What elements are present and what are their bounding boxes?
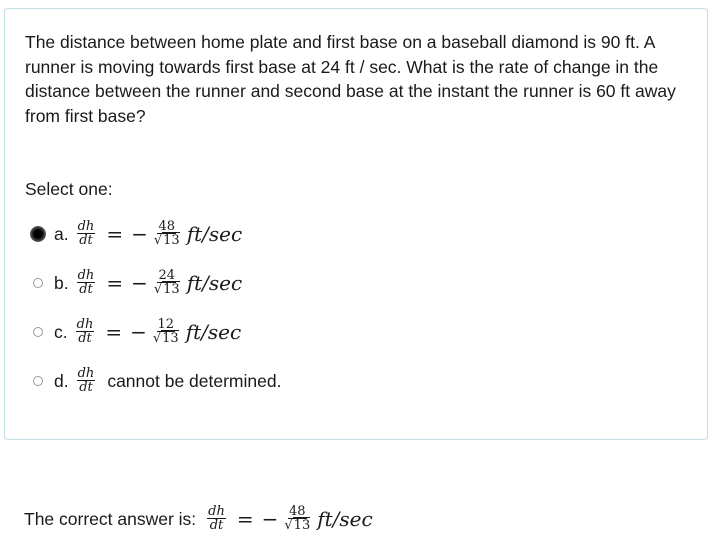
derivative-denominator: dt [209,518,224,533]
derivative-numerator: dh [77,268,95,283]
coefficient-numerator: 48 [289,504,306,519]
correct-answer [24,497,373,541]
derivative-fraction [77,269,96,297]
coefficient-fraction [153,269,181,297]
unit-text: ft/sec [317,507,373,531]
derivative-denominator: dt [79,233,93,248]
radio-d[interactable] [33,376,43,386]
derivative-fraction [77,220,96,248]
derivative-numerator: dh [76,317,94,332]
option-d-formula [74,367,282,395]
option-c-formula [73,318,242,346]
radio-b[interactable] [33,278,43,288]
option-letter: d. [54,370,69,391]
unit-text: ft/sec [186,222,243,246]
radicand: 13 [163,282,180,297]
correct-answer-label: The correct answer is: [24,508,197,529]
derivative-fraction [76,318,95,346]
coefficient-fraction [152,318,180,346]
unit-text: ft/sec [185,320,242,344]
sqrt-denominator: √13 [153,233,180,248]
option-d-text: cannot be determined. [107,370,282,391]
equals-sign: = [236,507,254,531]
option-b[interactable] [33,261,242,305]
minus-sign: − [131,271,148,295]
radicand: 13 [293,518,311,533]
derivative-denominator: dt [78,331,92,346]
sqrt-denominator: √13 [152,331,179,346]
coefficient-numerator: 24 [158,268,176,283]
unit-text: ft/sec [186,271,243,295]
derivative-numerator: dh [77,366,95,381]
derivative-denominator: dt [79,380,93,395]
radicand: 13 [162,331,179,346]
correct-answer-formula [204,505,373,533]
coefficient-fraction [283,505,311,533]
radio-a-selected[interactable] [30,226,46,242]
option-a[interactable] [33,212,242,256]
minus-sign: − [261,507,279,531]
derivative-denominator: dt [79,282,93,297]
equals-sign: = [105,320,123,344]
coefficient-fraction [153,220,181,248]
select-one-label: Select one: [25,179,113,199]
option-letter: a. [54,223,69,244]
radicand: 13 [163,233,180,248]
option-letter: b. [54,272,69,293]
derivative-numerator: dh [208,504,225,519]
question-card [4,8,708,440]
option-d[interactable] [33,359,281,403]
equals-sign: = [106,271,124,295]
minus-sign: − [130,320,147,344]
coefficient-numerator: 12 [157,317,175,332]
derivative-numerator: dh [77,219,95,234]
coefficient-numerator: 48 [158,219,176,234]
option-c[interactable] [33,310,241,354]
derivative-fraction [207,505,226,533]
derivative-fraction [77,367,96,395]
option-a-formula [74,220,243,248]
option-letter: c. [54,321,68,342]
sqrt-denominator: √13 [153,282,180,297]
minus-sign: − [131,222,148,246]
question-text: The distance between home plate and first base on a baseball diamond is 90 ft. A runner is moving towards first base at 24 ft / sec. What is the rate of change in the distance between the runner and second base at the instant the runner is 60 ft away from first base? [25,32,676,126]
equals-sign: = [106,222,124,246]
radio-c[interactable] [33,327,43,337]
sqrt-denominator: √13 [284,518,311,533]
option-b-formula [74,269,243,297]
